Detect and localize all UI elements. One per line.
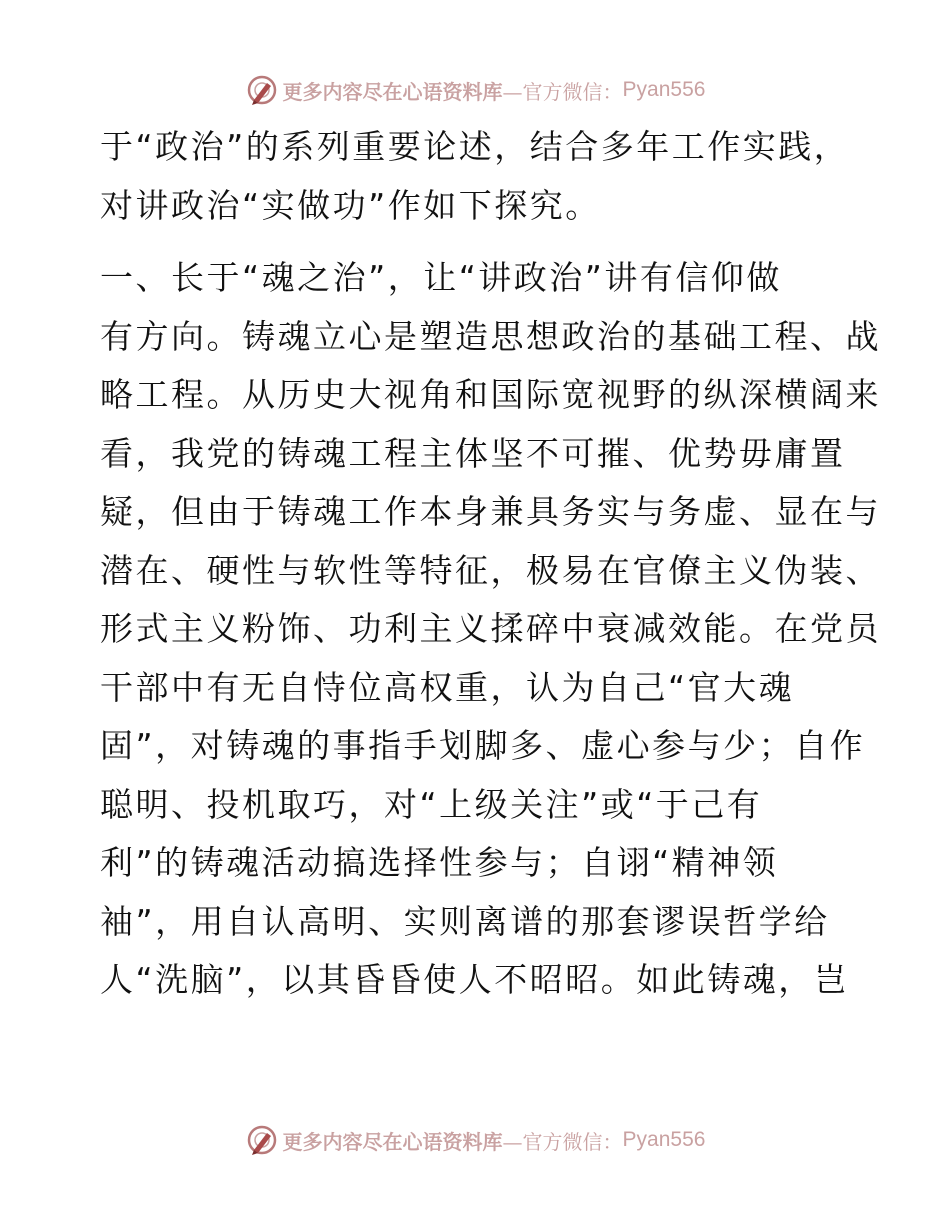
pen-logo-icon bbox=[245, 73, 279, 107]
text-line: 固”，对铸魂的事指手划脚多、虚心参与少；自作 bbox=[100, 726, 866, 765]
text-line: 潜在、硬性与软性等特征，极易在官僚主义伪装、 bbox=[100, 550, 881, 590]
text-line: 有方向。铸魂立心是塑造思想政治的基础工程、战 bbox=[100, 316, 881, 356]
text-line: 干部中有无自恃位高权重，认为自己“官大魂 bbox=[100, 667, 795, 707]
header-watermark bbox=[0, 70, 950, 110]
text-line: 对讲政治“实做功”作如下探究。 bbox=[100, 185, 601, 225]
pen-logo-icon bbox=[245, 1123, 279, 1157]
document-body bbox=[100, 118, 881, 1010]
paragraph bbox=[100, 118, 860, 235]
paragraph-gap bbox=[100, 235, 860, 249]
text-line: 疑，但由于铸魂工作本身兼具务实与务虚、显在与 bbox=[100, 492, 881, 531]
text-line: 于“政治”的系列重要论述，结合多年工作实践， bbox=[100, 127, 850, 166]
watermark-main-text: 更多内容尽在心语资料库 bbox=[282, 1129, 503, 1154]
watermark-wechat-id: Pyan556 bbox=[622, 1128, 706, 1151]
text-line: 袖”，用自认高明、实则离谱的那套谬误哲学给 bbox=[100, 901, 830, 941]
text-line: 形式主义粉饰、功利主义揉碎中衰减效能。在党员 bbox=[100, 609, 881, 648]
text-line: 看，我党的铸魂工程主体坚不可摧、优势毋庸置 bbox=[100, 433, 846, 473]
watermark-sub-text: —官方微信： bbox=[502, 79, 623, 104]
text-line: 利”的铸魂活动搞选择性参与；自诩“精神领 bbox=[100, 843, 779, 882]
watermark-wechat-id: Pyan556 bbox=[622, 78, 706, 101]
watermark-sub-text: —官方微信： bbox=[502, 1129, 623, 1154]
text-line: 略工程。从历史大视角和国际宽视野的纵深横阔来 bbox=[100, 375, 881, 414]
paragraph bbox=[100, 249, 881, 1010]
text-line: 人“洗脑”，以其昏昏使人不昭昭。如此铸魂，岂 bbox=[100, 960, 850, 999]
text-line: 聪明、投机取巧，对“上级关注”或“于己有 bbox=[100, 784, 763, 824]
text-line: 一、长于“魂之治”，让“讲政治”讲有信仰做 bbox=[100, 258, 782, 297]
watermark-main-text: 更多内容尽在心语资料库 bbox=[282, 79, 503, 104]
footer-watermark bbox=[0, 1120, 950, 1160]
